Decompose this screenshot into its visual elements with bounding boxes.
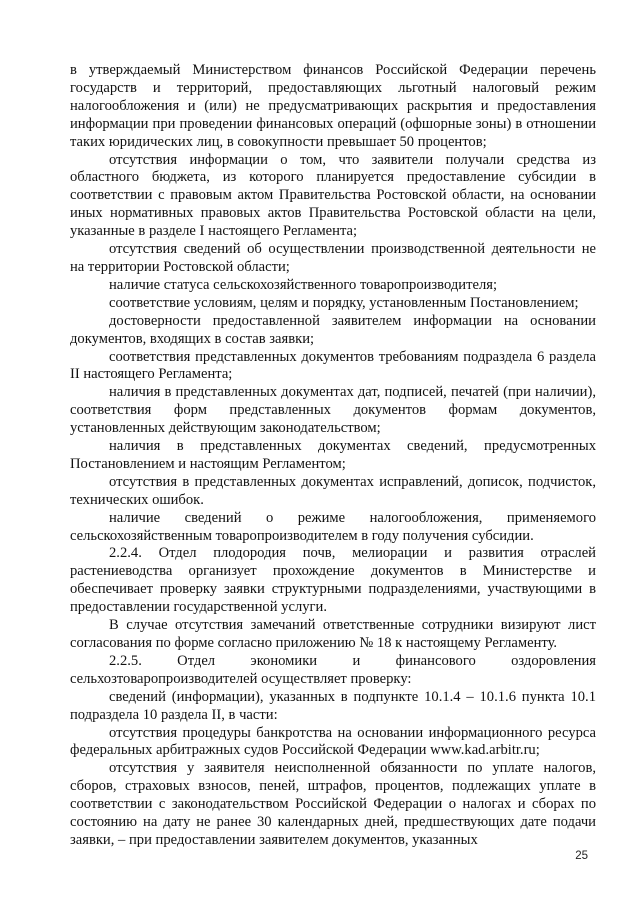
paragraph: наличия в представленных документах дат, подписей, печатей (при наличии), соответствия форм представленных документов формам документов, установленных действующим законодательством;: [70, 384, 596, 437]
body-text: [70, 62, 596, 850]
paragraph: отсутствия информации о том, что заявители получали средства из областного бюджета, из которого планируется предоставление субсидии в соответствии с правовым актом Правительства Ростовской области, на основании иных нормативных правовых актов Правительства Ростовской области на цели, указанные в разделе I настоящего Регламента;: [70, 151, 596, 240]
paragraph: В случае отсутствия замечаний ответственные сотрудники визируют лист согласования по форме согласно приложению № 18 к настоящему Регламенту.: [70, 617, 596, 651]
paragraph: соответствия представленных документов требованиям подраздела 6 раздела II настоящего Регламента;: [70, 348, 596, 383]
paragraph: отсутствия сведений об осуществлении производственной деятельности не на территории Ростовской области;: [70, 241, 596, 275]
paragraph: отсутствия у заявителя неисполненной обязанности по уплате налогов, сборов, страховых взносов, пеней, штрафов, процентов, подлежащих уплате в соответствии с законодательством Российской Федерации о налогах и сборах по состоянию на дату не ранее 30 календарных дней, предшествующих дате подачи заявки, – при предоставлении заявителем документов, указанных: [70, 760, 596, 848]
paragraph: наличия в представленных документах сведений, предусмотренных Постановлением и настоящим Регламентом;: [70, 438, 596, 472]
paragraph: соответствие условиям, целям и порядку, установленным Постановлением;: [109, 294, 579, 311]
page-number: 25: [575, 850, 588, 862]
paragraph: наличие статуса сельскохозяйственного товаропроизводителя;: [109, 276, 497, 293]
paragraph: 2.2.5. Отдел экономики и финансового оздоровления сельхозтоваропроизводителей осуществляет проверку:: [70, 652, 596, 687]
paragraph: отсутствия процедуры банкротства на основании информационного ресурса федеральных арбитражных судов Российской Федерации www.kad.arbitr.ru;: [70, 724, 596, 759]
paragraph: 2.2.4. Отдел плодородия почв, мелиорации и развития отраслей растениеводства организует прохождение документов в Министерстве и обеспечивает проверку заявки структурными подразделениями, участвующими в предоставлении государственной услуги.: [70, 545, 596, 616]
paragraph: наличие сведений о режиме налогообложения, применяемого сельскохозяйственным товаропроизводителем в году получения субсидии.: [70, 509, 596, 544]
paragraph: сведений (информации), указанных в подпункте 10.1.4 – 10.1.6 пункта 10.1 подраздела 10 раздела II, в части:: [70, 688, 596, 723]
paragraph: в утверждаемый Министерством финансов Российской Федерации перечень государств и территорий, предоставляющих льготный налоговый режим налогообложения и (или) не предусматривающих раскрытия и предоставления информации при проведении финансовых операций (офшорные зоны) в отношении таких юридических лиц, в совокупности превышает 50 процентов;: [70, 62, 596, 150]
paragraph: отсутствия в представленных документах исправлений, дописок, подчисток, технических ошибок.: [70, 473, 596, 508]
paragraph: достоверности предоставленной заявителем информации на основании документов, входящих в состав заявки;: [70, 312, 596, 347]
